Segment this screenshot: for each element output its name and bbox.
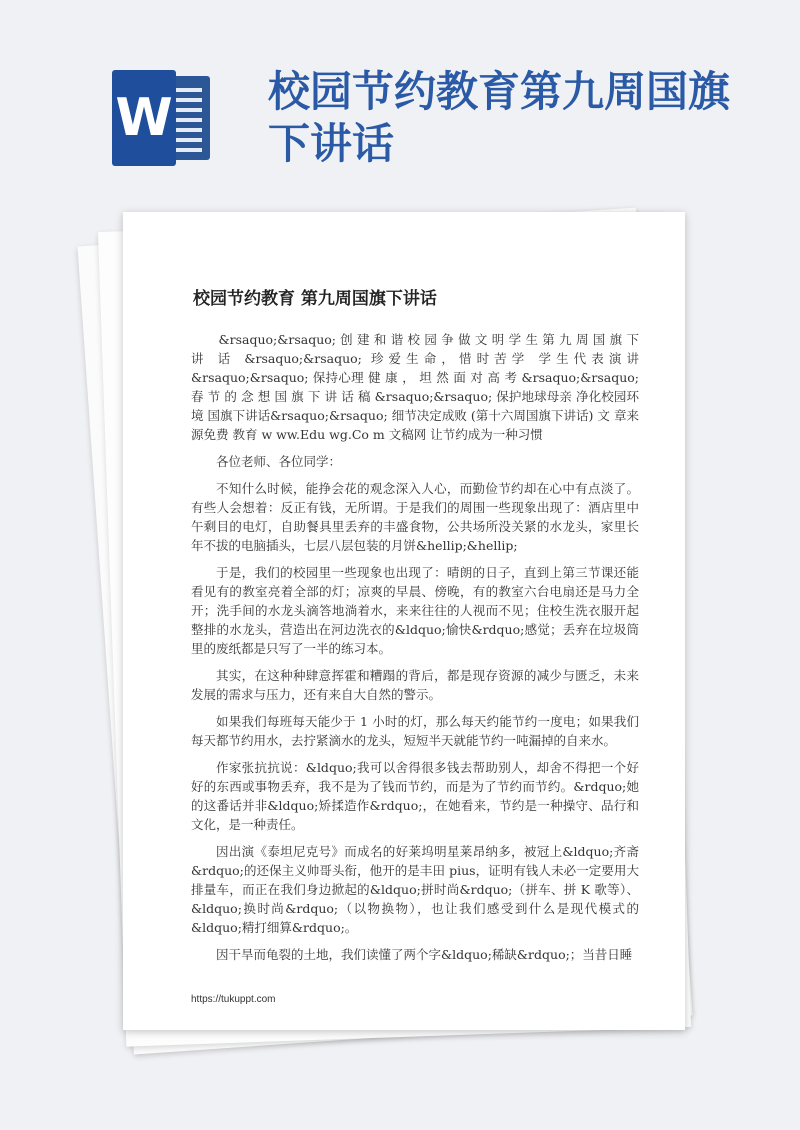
page-title: 校园节约教育第九周国旗下讲话 [268, 67, 731, 168]
document-body [191, 330, 639, 972]
word-logo [112, 70, 212, 166]
word-letter-icon: W [112, 70, 176, 166]
document-page [123, 212, 685, 1030]
paragraph: 其实，在这种种肆意挥霍和糟蹋的背后，都是现存资源的减少与匮乏，未来发展的需求与压力，还有来自大自然的警示。 [191, 668, 639, 702]
document-title: 校园节约教育 第九周国旗下讲话 [193, 289, 437, 309]
paragraph: 因干旱而龟裂的土地，我们读懂了两个字&ldquo;稀缺&rdquo;；当昔日睡 [216, 947, 633, 962]
paragraph: 于是，我们的校园里一些现象也出现了：晴朗的日子，直到上第三节课还能看见有的教室亮着全部的灯；凉爽的早晨、傍晚，有的教室六台电扇还是马力全开；洗手间的水龙头滴答地淌着水，来来往往的人视而不见；住校生洗衣服开起整排的水龙头，营造出在河边洗衣的&ldquo;愉快&rdquo;感觉；丢弃在垃圾筒里的废纸都是只写了一半的练习本。 [191, 565, 639, 656]
paragraph: 因出演《泰坦尼克号》而成名的好莱坞明星莱昂纳多，被冠上&ldquo;齐斋&rdquo;的还保主义帅哥头衔，他开的是丰田 pius，证明有钱人未必一定要用大排量车，而正在我们身边掀起的&ldquo;拼时尚&rdquo;（拼车、拼 K 歌等）、&ldquo;换时尚&rdquo;（以物换物），也让我们感受到什么是现代模式的&ldquo;精打细算&rdquo;。 [191, 844, 639, 935]
paragraph: 作家张抗抗说：&ldquo;我可以舍得很多钱去帮助别人，却舍不得把一个好好的东西或事物丢弃，我不是为了钱而节约，而是为了节约而节约。&rdquo;她的这番话并非&ldquo;矫揉造作&rdquo;，在她看来，节约是一种操守、品行和文化，是一种责任。 [191, 760, 639, 832]
footer-url[interactable]: https://tukuppt.com [191, 994, 276, 1005]
paragraph-greeting: 各位老师、各位同学： [216, 454, 342, 469]
paragraph: 不知什么时候，能挣会花的观念深入人心，而勤俭节约却在心中有点淡了。有些人会想着：反正有钱，无所谓。于是我们的周围一些现象出现了：酒店里中午剩目的电灯，自助餐具里丢弃的丰盛食物，公共场所没关紧的水龙头，家里长年不拔的电脑插头，七层八层包装的月饼&hellip;&hellip; [191, 481, 639, 553]
paragraph-intro: &rsaquo;&rsaquo; 创 建 和 谐 校 园 争 做 文 明 学 生 第 九 周 国 旗 下 讲 话 &rsaquo;&rsaquo; 珍爱生命，惜时苦学 学生代表演讲&rsaquo;&rsaquo; 保持心理 健 康 ， 坦 然 面 对 高 考 &rsaquo;&rsaquo; 春 节 的 念 想 国 旗 下 讲 话 稿 &rsaquo;&rsaquo; 保护地球母亲 净化校园环境 国旗下讲话&rsaquo;&rsaquo; 细节决定成败 (第十六周国旗下讲话) 文 章来源免费 教育 w ww.Edu wg.Co m 文稿网 让节约成为一种习惯 [191, 332, 639, 442]
paragraph: 如果我们每班每天能少于 1 小时的灯，那么每天约能节约一度电；如果我们每天都节约用水，去拧紧滴水的龙头，短短半天就能节约一吨漏掉的自来水。 [191, 714, 639, 748]
